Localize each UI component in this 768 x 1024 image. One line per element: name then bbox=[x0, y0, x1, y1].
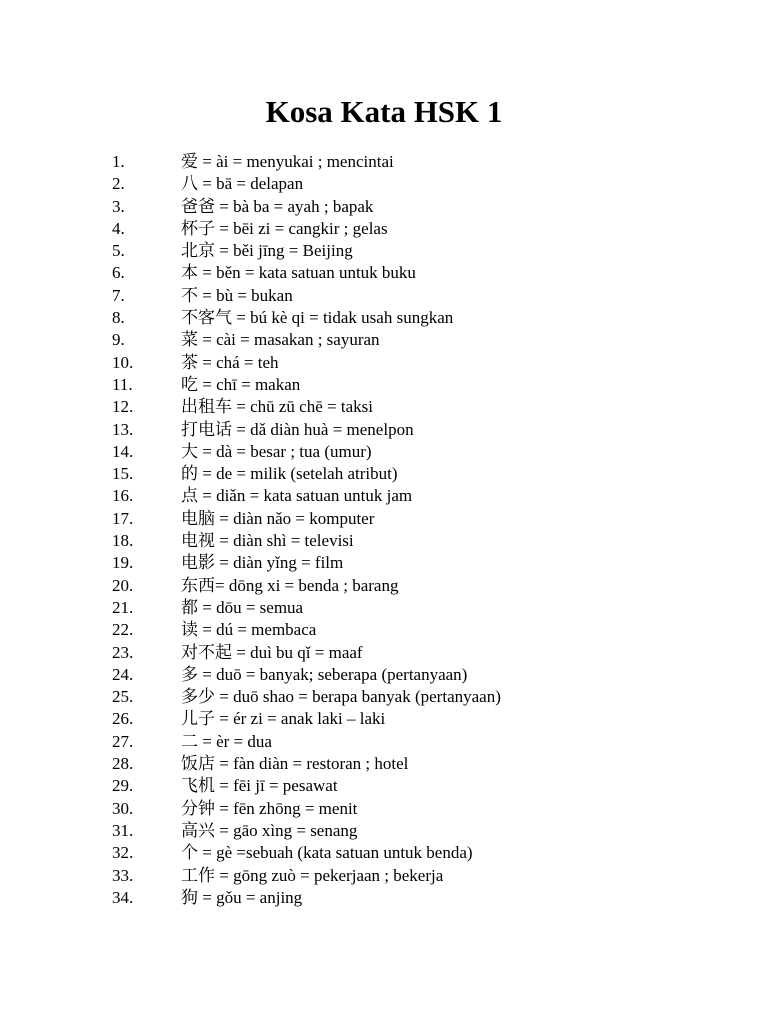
vocab-row bbox=[0, 173, 768, 195]
vocab-number: 17. bbox=[112, 508, 134, 528]
vocab-row bbox=[0, 196, 768, 218]
vocab-number: 34. bbox=[112, 887, 134, 907]
vocab-entry: 出租车 = chū zū chē = taksi bbox=[181, 397, 373, 417]
vocab-entry: 本 = běn = kata satuan untuk buku bbox=[181, 263, 416, 283]
vocab-entry: 菜 = cài = masakan ; sayuran bbox=[181, 330, 380, 350]
vocab-number: 9. bbox=[112, 330, 125, 350]
vocab-row bbox=[0, 352, 768, 374]
vocab-row bbox=[0, 396, 768, 418]
vocab-number: 16. bbox=[112, 486, 134, 506]
vocab-number: 7. bbox=[112, 285, 125, 305]
vocab-entry: 都 = dōu = semua bbox=[181, 597, 304, 617]
vocab-number: 5. bbox=[112, 241, 125, 261]
vocab-entry: 爱 = ài = menyukai ; mencintai bbox=[181, 152, 394, 171]
vocab-entry: 工作 = gōng zuò = pekerjaan ; bekerja bbox=[181, 865, 444, 885]
vocab-entry: 不 = bù = bukan bbox=[181, 285, 293, 305]
vocab-row bbox=[0, 887, 768, 909]
vocab-number: 20. bbox=[112, 575, 134, 595]
vocab-row bbox=[0, 329, 768, 351]
vocab-number: 4. bbox=[112, 218, 125, 238]
vocab-entry: 北京 = běi jīng = Beijing bbox=[181, 241, 353, 261]
vocab-row bbox=[0, 820, 768, 842]
vocab-entry: 狗 = gǒu = anjing bbox=[181, 887, 303, 907]
vocab-number: 2. bbox=[112, 174, 125, 194]
vocab-row bbox=[0, 285, 768, 307]
vocab-row bbox=[0, 753, 768, 775]
vocab-number: 6. bbox=[112, 263, 125, 283]
vocab-number: 23. bbox=[112, 642, 134, 662]
vocab-number: 32. bbox=[112, 843, 134, 863]
vocab-number: 21. bbox=[112, 597, 134, 617]
vocab-number: 11. bbox=[112, 374, 133, 394]
vocab-row bbox=[0, 775, 768, 797]
vocab-entry: 个 = gè =sebuah (kata satuan untuk benda) bbox=[181, 843, 473, 863]
page-title: Kosa Kata HSK 1 bbox=[265, 94, 503, 129]
vocab-number: 12. bbox=[112, 397, 134, 417]
vocab-number: 10. bbox=[112, 352, 134, 372]
vocab-row bbox=[0, 865, 768, 887]
vocab-entry: 二 = èr = dua bbox=[181, 731, 272, 751]
vocab-number: 18. bbox=[112, 531, 134, 551]
vocab-entry: 吃 = chī = makan bbox=[181, 374, 301, 394]
vocab-number: 26. bbox=[112, 709, 134, 729]
vocab-number: 31. bbox=[112, 820, 134, 840]
vocab-row bbox=[0, 463, 768, 485]
vocab-entry: 电脑 = diàn nǎo = komputer bbox=[181, 508, 375, 528]
vocab-entry: 爸爸 = bà ba = ayah ; bapak bbox=[181, 196, 374, 216]
vocab-row bbox=[0, 664, 768, 686]
vocab-number: 24. bbox=[112, 664, 134, 684]
vocab-entry: 东西= dōng xi = benda ; barang bbox=[181, 575, 399, 595]
vocab-number: 8. bbox=[112, 308, 125, 328]
vocab-entry: 电影 = diàn yǐng = film bbox=[181, 553, 344, 573]
vocab-row bbox=[0, 240, 768, 262]
vocab-entry: 分钟 = fēn zhōng = menit bbox=[181, 798, 358, 818]
vocab-entry: 杯子 = bēi zi = cangkir ; gelas bbox=[181, 218, 388, 238]
vocab-entry: 茶 = chá = teh bbox=[181, 352, 279, 372]
vocab-entry: 儿子 = ér zi = anak laki – laki bbox=[181, 709, 386, 729]
vocab-number: 22. bbox=[112, 620, 134, 640]
vocab-row bbox=[0, 374, 768, 396]
vocab-number: 27. bbox=[112, 731, 134, 751]
vocab-number: 1. bbox=[112, 152, 125, 171]
vocab-row bbox=[0, 575, 768, 597]
vocab-row bbox=[0, 597, 768, 619]
vocab-row bbox=[0, 151, 768, 173]
vocab-row bbox=[0, 441, 768, 463]
vocab-number: 15. bbox=[112, 464, 134, 484]
vocab-number: 13. bbox=[112, 419, 134, 439]
vocab-entry: 八 = bā = delapan bbox=[181, 174, 304, 194]
vocab-row bbox=[0, 419, 768, 441]
vocab-entry: 多 = duō = banyak; seberapa (pertanyaan) bbox=[181, 664, 468, 684]
vocab-number: 19. bbox=[112, 553, 134, 573]
vocab-number: 14. bbox=[112, 441, 134, 461]
vocab-entry: 点 = diǎn = kata satuan untuk jam bbox=[181, 486, 413, 506]
vocab-row bbox=[0, 798, 768, 820]
vocab-entry: 的 = de = milik (setelah atribut) bbox=[181, 464, 398, 484]
vocab-row bbox=[0, 686, 768, 708]
vocab-number: 3. bbox=[112, 196, 125, 216]
vocab-entry: 读 = dú = membaca bbox=[181, 620, 317, 640]
vocab-row bbox=[0, 642, 768, 664]
vocab-number: 28. bbox=[112, 754, 134, 774]
vocab-entry: 飞机 = fēi jī = pesawat bbox=[181, 776, 338, 796]
vocab-row bbox=[0, 619, 768, 641]
vocab-entry: 电视 = diàn shì = televisi bbox=[181, 531, 354, 551]
vocab-entry: 打电话 = dǎ diàn huà = menelpon bbox=[181, 419, 414, 439]
vocab-entry: 大 = dà = besar ; tua (umur) bbox=[181, 441, 372, 461]
vocab-entry: 多少 = duō shao = berapa banyak (pertanyaan) bbox=[181, 687, 501, 707]
vocab-row bbox=[0, 708, 768, 730]
vocab-entry: 饭店 = fàn diàn = restoran ; hotel bbox=[181, 754, 409, 774]
vocab-row bbox=[0, 731, 768, 753]
vocab-number: 25. bbox=[112, 687, 134, 707]
vocab-entry: 不客气 = bú kè qi = tidak usah sungkan bbox=[181, 308, 454, 328]
vocab-entry: 对不起 = duì bu qǐ = maaf bbox=[181, 642, 363, 662]
vocab-row bbox=[0, 262, 768, 284]
vocab-number: 33. bbox=[112, 865, 134, 885]
vocab-number: 30. bbox=[112, 798, 134, 818]
vocabulary-list bbox=[0, 151, 768, 909]
vocab-row bbox=[0, 485, 768, 507]
vocab-row bbox=[0, 508, 768, 530]
vocab-entry: 高兴 = gāo xìng = senang bbox=[181, 820, 358, 840]
vocab-row bbox=[0, 552, 768, 574]
vocab-row bbox=[0, 218, 768, 240]
vocab-number: 29. bbox=[112, 776, 134, 796]
vocab-row bbox=[0, 307, 768, 329]
vocab-row bbox=[0, 842, 768, 864]
vocab-row bbox=[0, 530, 768, 552]
